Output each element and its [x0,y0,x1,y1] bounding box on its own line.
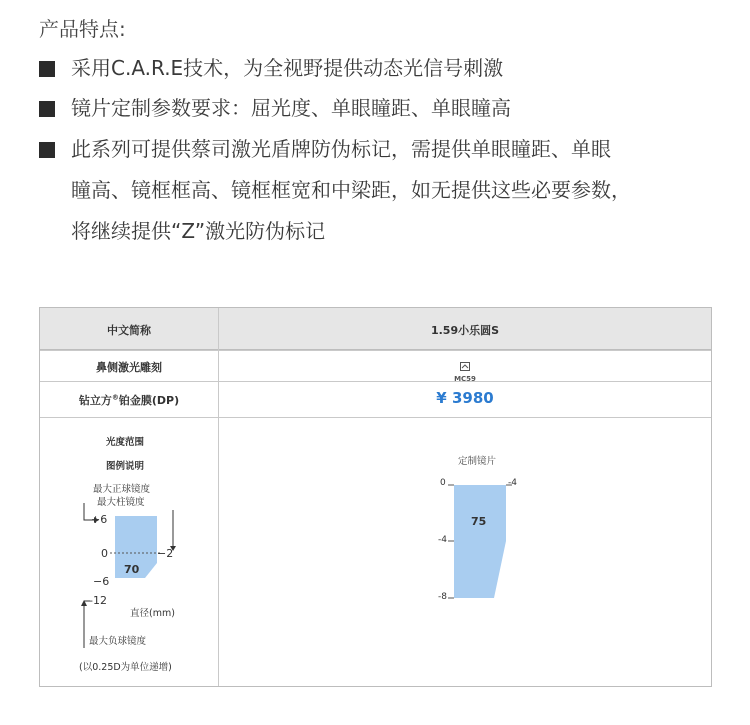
custom-lens-title: 定制镜片 [458,456,497,467]
row-divider [40,417,711,418]
header-right: 1.59小乐圆S [430,324,500,337]
legend-subtitle: 图例说明 [106,461,145,472]
square-bullet-icon [39,61,55,77]
max-cyl-label: 最大柱镜度 [97,497,145,508]
feature-text: 采用C.A.R.E技术，为全视野提供动态光信号刺激 [71,56,504,80]
feature-text-cont: 将继续提供“Z”激光防伪标记 [71,219,326,243]
engrave-code: MC59 [454,375,476,383]
diameter-label: 直径(mm) [130,608,175,619]
step-note: (以0.25D为单位递增) [79,662,172,673]
tick-minus2: −2 [157,547,174,560]
tick-minus12: -12 [89,594,107,607]
row-divider [40,381,711,382]
custom-tick-zero: 0 [440,478,446,488]
coating-price: ¥ 3980 [436,389,494,407]
custom-range-diagram [435,478,525,608]
coating-label [40,392,218,408]
header-left: 中文简称 [107,324,151,337]
feature-text: 此系列可提供蔡司激光盾牌防伪标记，需提供单眼瞳距、单眼 [71,137,611,161]
engrave-mark [450,356,480,383]
custom-tick-minus4-right: -4 [508,478,517,488]
square-bullet-icon [39,101,55,117]
registered-mark: ® [111,393,119,402]
row-divider [40,350,711,351]
coating-label-pre: 钻立方 [78,394,112,407]
tick-minus6: −6 [93,575,110,588]
custom-tick-minus8: -8 [438,592,447,602]
max-neg-sph-label: 最大负球镜度 [89,636,147,647]
engrave-logo-icon [460,362,470,371]
engrave-label: 鼻侧激光雕刻 [96,361,162,374]
legend-diameter-value: 70 [124,563,140,576]
legend-title: 光度范围 [106,437,145,448]
spec-table [39,307,712,687]
custom-diameter-value: 75 [471,515,487,528]
feature-text-cont: 瞳高、镜框框高、镜框框宽和中梁距，如无提供这些必要参数， [71,178,631,202]
square-bullet-icon [39,142,55,158]
max-pos-sph-label: 最大正球镜度 [93,484,151,495]
tick-plus6: +6 [91,513,108,526]
tick-zero: 0 [101,547,108,560]
coating-label-post: 铂金膜(DP) [118,394,180,407]
feature-text: 镜片定制参数要求：屈光度、单眼瞳距、单眼瞳高 [71,96,511,120]
custom-range-shape [454,485,506,598]
custom-tick-minus4-left: -4 [438,535,447,545]
features-title: 产品特点: [39,17,126,41]
